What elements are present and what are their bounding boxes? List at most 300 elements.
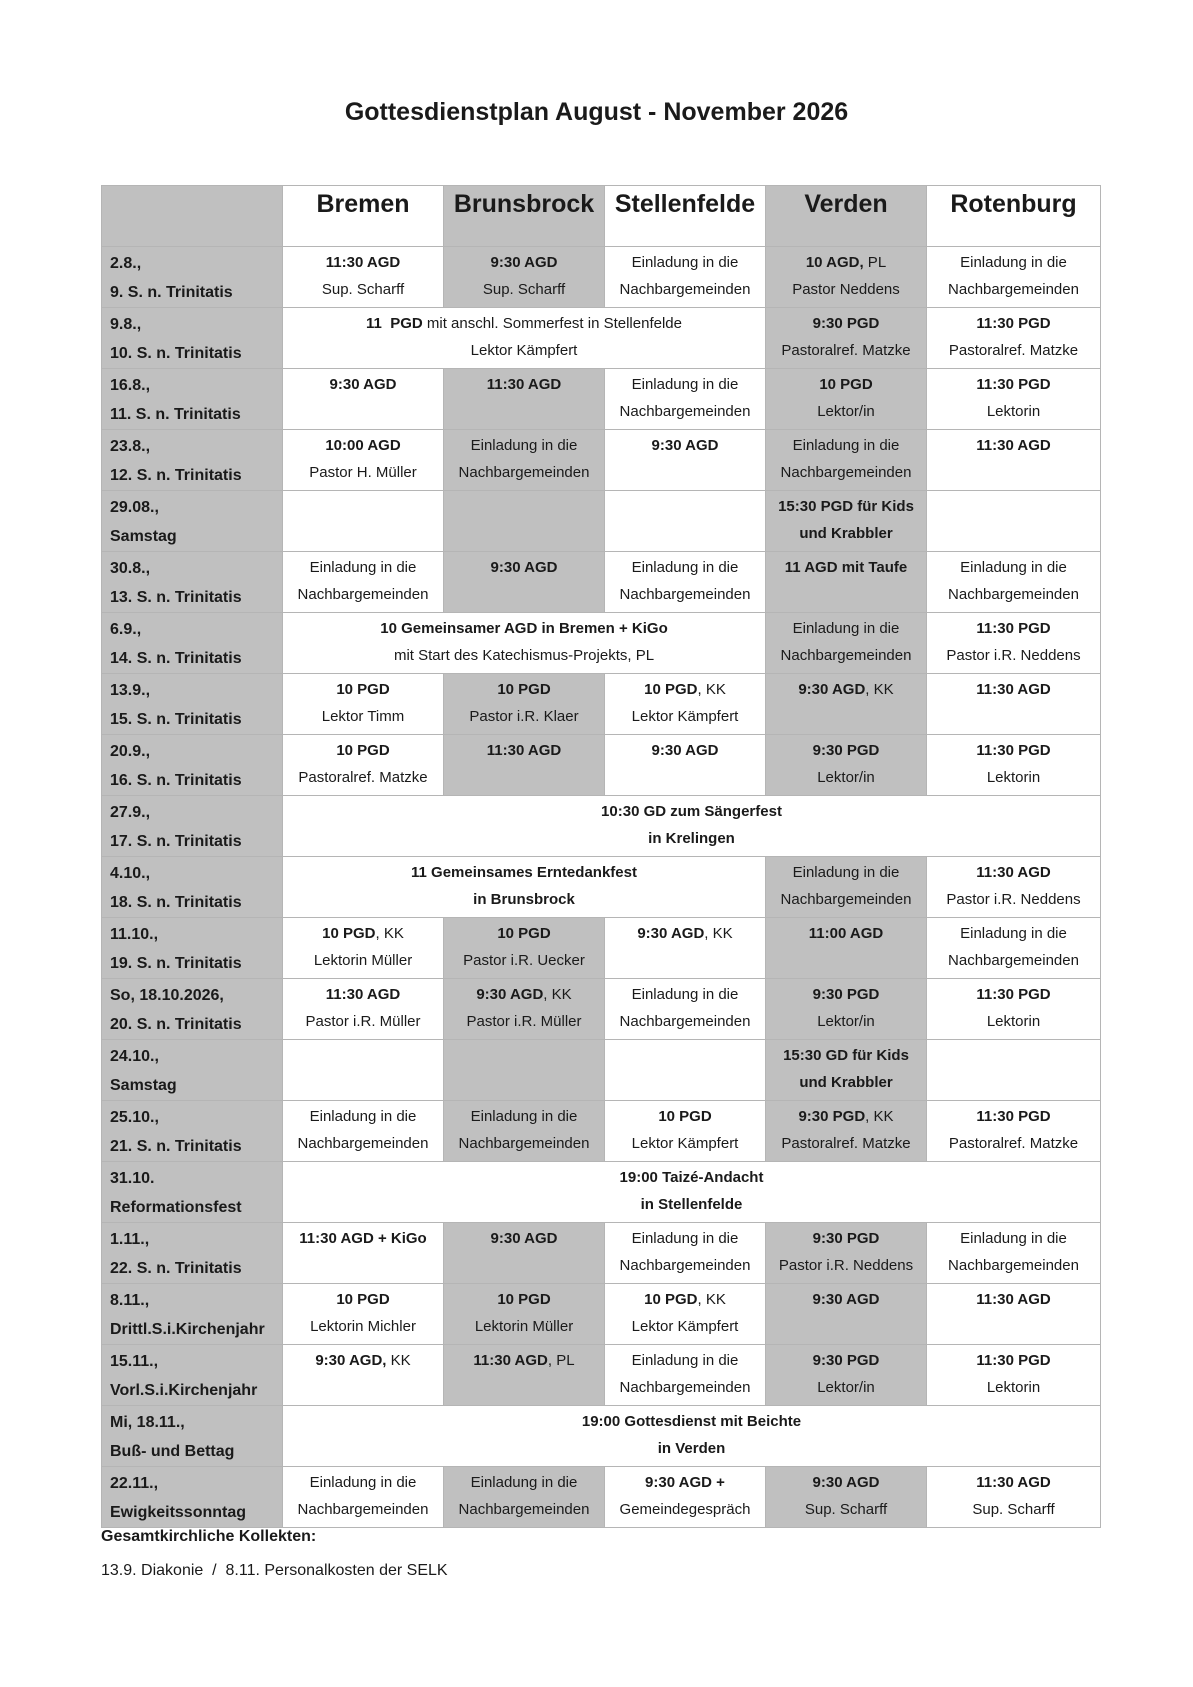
service-time: 9:30 AGD + (645, 1474, 725, 1491)
row-date: 15.11., (110, 1353, 159, 1370)
cell-line (927, 1252, 1100, 1279)
service-cell-verden (766, 247, 927, 308)
cell-line (766, 432, 926, 459)
service-note: Nachbargemeinden (619, 281, 751, 298)
service-time: 10 Gemeinsamer AGD in Bremen + KiGo (380, 620, 668, 637)
row-date: So, 18.10.2026, (110, 987, 224, 1004)
cell-line (766, 1042, 926, 1069)
cell-line (283, 981, 443, 1008)
service-time: 11:30 AGD (976, 1474, 1051, 1491)
row-occasion: 11. S. n. Trinitatis (110, 406, 241, 423)
row-date: 20.9., (110, 743, 151, 760)
cell-line (283, 737, 443, 764)
cell-line (605, 1347, 765, 1374)
service-note: Einladung in die (470, 437, 578, 454)
cell-line (444, 1496, 604, 1523)
service-note: Lektor Kämpfert (631, 1318, 739, 1335)
service-cell-verden (766, 552, 927, 613)
cell-line (283, 1130, 443, 1157)
service-time: und Krabbler (799, 1074, 893, 1091)
cell-line (927, 859, 1100, 886)
cell-line (766, 1252, 926, 1279)
row-date: 4.10., (110, 865, 151, 882)
service-time: 9:30 AGD (329, 376, 397, 393)
service-cell-bremen (283, 979, 444, 1040)
row-date-cell (102, 1101, 283, 1162)
service-note: , KK (697, 681, 726, 698)
row-occasion: 18. S. n. Trinitatis (110, 894, 242, 911)
service-cell-rotenburg (927, 369, 1101, 430)
cell-line (444, 1469, 604, 1496)
table-row (102, 247, 1101, 308)
cell-line (927, 764, 1100, 791)
row-occasion: 15. S. n. Trinitatis (110, 711, 242, 728)
cell-line (605, 1225, 765, 1252)
cell-line (283, 432, 443, 459)
row-date-cell (102, 1467, 283, 1528)
cell-line (283, 337, 765, 364)
row-date-cell (102, 1040, 283, 1101)
service-note: Sup. Scharff (321, 281, 405, 298)
service-cell-bremen (283, 1040, 444, 1101)
cell-line (444, 737, 604, 764)
cell-line (605, 1469, 765, 1496)
table-row (102, 369, 1101, 430)
service-note: Lektorin Michler (310, 1318, 416, 1335)
row-date: 11.10., (110, 926, 159, 943)
cell-line (927, 947, 1100, 974)
cell-line (766, 249, 926, 276)
service-time: 10 PGD (497, 681, 551, 698)
row-date: 13.9., (110, 682, 151, 699)
column-header-stellenfelde: Stellenfelde (605, 186, 766, 247)
table-row (102, 613, 1101, 674)
cell-line (927, 337, 1100, 364)
service-cell-verden (766, 430, 927, 491)
service-time: 10 PGD (336, 681, 390, 698)
cell-line (283, 581, 443, 608)
row-date: Mi, 18.11., (110, 1414, 185, 1431)
service-cell-brunsbrock (444, 491, 605, 552)
column-header-verden: Verden (766, 186, 927, 247)
service-cell-brunsbrock (444, 979, 605, 1040)
cell-line (444, 1313, 604, 1340)
row-date: 24.10., (110, 1048, 159, 1065)
service-cell-verden (766, 857, 927, 918)
collections-text: 13.9. Diakonie / 8.11. Personalkosten der SELK (101, 1562, 448, 1579)
service-note: Pastor i.R. Neddens (946, 647, 1081, 664)
service-cell-verden (766, 979, 927, 1040)
cell-line (766, 1225, 926, 1252)
service-note: Nachbargemeinden (948, 952, 1079, 969)
cell-line (283, 764, 443, 791)
cell-line (605, 249, 765, 276)
row-occasion: 16. S. n. Trinitatis (110, 772, 242, 789)
service-note: Lektor/in (817, 769, 875, 786)
cell-line (605, 1103, 765, 1130)
service-note: , KK (865, 1108, 894, 1125)
service-cell-brunsbrock (444, 1284, 605, 1345)
row-occasion: 12. S. n. Trinitatis (110, 467, 242, 484)
header-row (102, 186, 1101, 247)
cell-line (766, 886, 926, 913)
cell-line (283, 947, 443, 974)
merged-service-cell (283, 1162, 1101, 1223)
cell-line (283, 798, 1100, 825)
cell-line (444, 1103, 604, 1130)
service-time: 15:30 GD für Kids (783, 1047, 909, 1064)
cell-line (766, 764, 926, 791)
cell-line (444, 432, 604, 459)
cell-line (766, 1496, 926, 1523)
cell-line (927, 554, 1100, 581)
cell-line (927, 1469, 1100, 1496)
cell-line (605, 432, 765, 459)
row-occasion: Reformationsfest (110, 1199, 242, 1216)
service-time: in Krelingen (648, 830, 735, 847)
service-cell-stellenfelde (605, 735, 766, 796)
service-time: 11:30 PGD (976, 315, 1051, 332)
service-note: Nachbargemeinden (458, 1501, 590, 1518)
cell-line (605, 1313, 765, 1340)
service-cell-bremen (283, 1467, 444, 1528)
service-cell-rotenburg (927, 1223, 1101, 1284)
service-note: mit Start des Katechismus-Projekts, PL (393, 647, 655, 664)
service-time: in Brunsbrock (473, 891, 575, 908)
cell-line (283, 1408, 1100, 1435)
row-occasion: 21. S. n. Trinitatis (110, 1138, 242, 1155)
service-note: Lektorin (986, 1013, 1041, 1030)
cell-line (766, 310, 926, 337)
service-cell-rotenburg (927, 674, 1101, 735)
page-title: Gottesdienstplan August - November 2026 (344, 98, 849, 126)
cell-line (605, 981, 765, 1008)
cell-line (927, 642, 1100, 669)
table-row (102, 1223, 1101, 1284)
service-time: 10:30 GD zum Sängerfest (601, 803, 782, 820)
merged-service-cell (283, 796, 1101, 857)
service-cell-brunsbrock (444, 430, 605, 491)
service-cell-verden (766, 369, 927, 430)
cell-line (283, 676, 443, 703)
cell-line (283, 1313, 443, 1340)
service-note: Nachbargemeinden (297, 1501, 429, 1518)
row-date: 22.11., (110, 1475, 159, 1492)
cell-line (766, 554, 926, 581)
service-cell-brunsbrock (444, 1101, 605, 1162)
cell-line (444, 276, 604, 303)
service-note: Lektorin (986, 769, 1041, 786)
service-cell-rotenburg (927, 918, 1101, 979)
service-note: Pastor i.R. Neddens (946, 891, 1081, 908)
service-cell-verden (766, 1467, 927, 1528)
service-cell-rotenburg (927, 613, 1101, 674)
service-cell-rotenburg (927, 1040, 1101, 1101)
service-cell-bremen (283, 1284, 444, 1345)
service-time: 15:30 PGD für Kids (778, 498, 914, 515)
cell-line (283, 886, 765, 913)
cell-line (927, 737, 1100, 764)
table-row (102, 857, 1101, 918)
service-note: Nachbargemeinden (297, 586, 429, 603)
cell-line (283, 1164, 1100, 1191)
merged-service-cell (283, 308, 766, 369)
service-time: 11:30 AGD (976, 437, 1051, 454)
table-row (102, 1101, 1101, 1162)
service-cell-brunsbrock (444, 552, 605, 613)
service-cell-brunsbrock (444, 247, 605, 308)
service-cell-brunsbrock (444, 369, 605, 430)
service-cell-stellenfelde (605, 918, 766, 979)
row-date-cell (102, 369, 283, 430)
table-row (102, 1284, 1101, 1345)
service-cell-verden (766, 308, 927, 369)
cell-line (766, 371, 926, 398)
service-cell-stellenfelde (605, 979, 766, 1040)
row-date: 23.8., (110, 438, 151, 455)
cell-line (605, 1286, 765, 1313)
cell-line (283, 310, 765, 337)
row-occasion: 9. S. n. Trinitatis (110, 284, 233, 301)
cell-line (766, 459, 926, 486)
service-note: Nachbargemeinden (619, 403, 751, 420)
service-note: Pastoralref. Matzke (948, 342, 1079, 359)
cell-line (766, 642, 926, 669)
row-occasion: 13. S. n. Trinitatis (110, 589, 242, 606)
service-note: Pastoralref. Matzke (781, 1135, 911, 1152)
cell-line (283, 615, 765, 642)
service-note: , PL (547, 1352, 575, 1369)
service-note: Pastoralref. Matzke (298, 769, 428, 786)
cell-line (927, 249, 1100, 276)
service-time: 9:30 AGD (651, 437, 719, 454)
row-date: 2.8., (110, 255, 142, 272)
service-time: 11:30 PGD (976, 1108, 1051, 1125)
service-time: 9:30 AGD (476, 986, 544, 1003)
service-cell-rotenburg (927, 430, 1101, 491)
cell-line (927, 276, 1100, 303)
service-note: Lektor/in (817, 1379, 875, 1396)
service-time: 11:30 PGD (976, 376, 1051, 393)
service-note: Einladung in die (792, 864, 900, 881)
service-cell-stellenfelde (605, 1345, 766, 1406)
service-cell-verden (766, 674, 927, 735)
cell-line (766, 1286, 926, 1313)
row-date-cell (102, 1223, 283, 1284)
service-cell-rotenburg (927, 308, 1101, 369)
row-occasion: 20. S. n. Trinitatis (110, 1016, 242, 1033)
cell-line (283, 1225, 443, 1252)
cell-line (283, 1286, 443, 1313)
service-cell-bremen (283, 674, 444, 735)
service-cell-rotenburg (927, 979, 1101, 1040)
cell-line (766, 1469, 926, 1496)
cell-line (605, 581, 765, 608)
cell-line (283, 1191, 1100, 1218)
service-time: 9:30 AGD (637, 925, 705, 942)
cell-line (766, 1374, 926, 1401)
service-time: 9:30 AGD (798, 681, 866, 698)
cell-line (605, 676, 765, 703)
cell-line (444, 920, 604, 947)
service-time: 11:00 AGD (808, 925, 884, 942)
service-cell-bremen (283, 1223, 444, 1284)
cell-line (444, 676, 604, 703)
cell-line (766, 615, 926, 642)
service-note: Nachbargemeinden (948, 281, 1079, 298)
cell-line (444, 1130, 604, 1157)
cell-line (927, 581, 1100, 608)
cell-line (605, 554, 765, 581)
service-cell-rotenburg (927, 857, 1101, 918)
service-time: 10 PGD (644, 1291, 698, 1308)
row-date: 27.9., (110, 804, 151, 821)
service-cell-stellenfelde (605, 491, 766, 552)
service-note: Lektor Kämpfert (631, 1135, 739, 1152)
row-date-cell (102, 857, 283, 918)
service-note: Gemeindegespräch (619, 1501, 751, 1518)
service-time: 10 PGD (658, 1108, 712, 1125)
service-time: 10 PGD (497, 925, 551, 942)
cell-line (927, 920, 1100, 947)
service-time: 10 PGD (644, 681, 698, 698)
cell-line (283, 1347, 443, 1374)
table-row (102, 1040, 1101, 1101)
cell-line (766, 1103, 926, 1130)
cell-line (927, 1008, 1100, 1035)
row-date-cell (102, 918, 283, 979)
row-date-cell (102, 1345, 283, 1406)
service-note: Pastor Neddens (792, 281, 900, 298)
row-date: 25.10., (110, 1109, 159, 1126)
cell-line (605, 398, 765, 425)
service-cell-bremen (283, 735, 444, 796)
service-cell-bremen (283, 552, 444, 613)
service-note: Nachbargemeinden (458, 464, 590, 481)
service-time: 9:30 AGD (490, 254, 558, 271)
cell-line (283, 371, 443, 398)
cell-line (605, 371, 765, 398)
service-cell-verden (766, 491, 927, 552)
service-time: 10 PGD (336, 1291, 390, 1308)
cell-line (444, 1286, 604, 1313)
service-time: 9:30 PGD (798, 1108, 866, 1125)
row-date-cell (102, 247, 283, 308)
cell-line (283, 1008, 443, 1035)
cell-line (444, 1347, 604, 1374)
service-time: 10 PGD (497, 1291, 551, 1308)
service-cell-bremen (283, 1101, 444, 1162)
cell-line (766, 1130, 926, 1157)
service-cell-stellenfelde (605, 1284, 766, 1345)
cell-line (927, 310, 1100, 337)
cell-line (927, 886, 1100, 913)
cell-line (444, 981, 604, 1008)
service-note: Einladung in die (309, 1108, 417, 1125)
cell-line (605, 1130, 765, 1157)
service-time: 10 PGD (819, 376, 873, 393)
column-header-bremen: Bremen (283, 186, 444, 247)
service-cell-verden (766, 1284, 927, 1345)
schedule-body (102, 247, 1101, 1528)
service-note: Einladung in die (470, 1108, 578, 1125)
service-cell-bremen (283, 1345, 444, 1406)
service-note: Lektor Timm (321, 708, 405, 725)
row-date: 6.9., (110, 621, 142, 638)
row-occasion: Ewigkeitssonntag (110, 1504, 247, 1521)
schedule-table (101, 185, 1101, 1528)
row-occasion: Vorl.S.i.Kirchenjahr (110, 1382, 258, 1399)
service-cell-rotenburg (927, 1345, 1101, 1406)
row-date-cell (102, 1406, 283, 1467)
service-note: Einladung in die (631, 254, 739, 271)
cell-line (605, 1008, 765, 1035)
service-time: 11:30 AGD (325, 986, 401, 1003)
header-corner (102, 186, 283, 247)
cell-line (283, 1469, 443, 1496)
service-time: in Verden (657, 1440, 726, 1457)
row-occasion: 14. S. n. Trinitatis (110, 650, 242, 667)
cell-line (283, 1496, 443, 1523)
row-date: 31.10. (110, 1170, 155, 1187)
service-time: 10 AGD, (805, 254, 864, 271)
service-time: in Stellenfelde (640, 1196, 743, 1213)
service-note: Einladung in die (960, 254, 1067, 271)
cell-line (766, 1347, 926, 1374)
cell-line (444, 703, 604, 730)
service-time: 11:30 AGD (473, 1352, 548, 1369)
row-occasion: Samstag (110, 528, 177, 545)
service-time: 10 PGD (336, 742, 390, 759)
service-note: Pastor i.R. Neddens (778, 1257, 914, 1274)
service-cell-rotenburg (927, 491, 1101, 552)
cell-line (927, 981, 1100, 1008)
service-time: 11:30 AGD (976, 681, 1051, 698)
cell-line (927, 432, 1100, 459)
service-cell-rotenburg (927, 735, 1101, 796)
table-row (102, 1345, 1101, 1406)
cell-line (283, 276, 443, 303)
service-time: 11:30 PGD (976, 986, 1051, 1003)
service-cell-bremen (283, 247, 444, 308)
cell-line (927, 1130, 1100, 1157)
row-date-cell (102, 796, 283, 857)
service-cell-brunsbrock (444, 735, 605, 796)
service-time: 11:30 AGD (486, 376, 562, 393)
service-time: und Krabbler (799, 525, 893, 542)
cell-line (283, 459, 443, 486)
row-date-cell (102, 1284, 283, 1345)
service-note: Einladung in die (960, 559, 1067, 576)
table-row (102, 918, 1101, 979)
service-note: Nachbargemeinden (619, 1379, 751, 1396)
row-date: 8.11., (110, 1292, 150, 1309)
collections-heading: Gesamtkirchliche Kollekten: (101, 1528, 317, 1545)
cell-line (444, 947, 604, 974)
cell-line (927, 1103, 1100, 1130)
service-cell-brunsbrock (444, 918, 605, 979)
service-cell-stellenfelde (605, 1223, 766, 1284)
service-note: PL (863, 254, 887, 271)
service-note: , KK (543, 986, 572, 1003)
row-occasion: 19. S. n. Trinitatis (110, 955, 242, 972)
service-note: Lektorin Müller (474, 1318, 574, 1335)
service-note: Einladung in die (631, 1230, 739, 1247)
row-occasion: 17. S. n. Trinitatis (110, 833, 242, 850)
cell-line (283, 1103, 443, 1130)
service-time: 9:30 AGD (812, 1291, 880, 1308)
cell-line (766, 1069, 926, 1096)
